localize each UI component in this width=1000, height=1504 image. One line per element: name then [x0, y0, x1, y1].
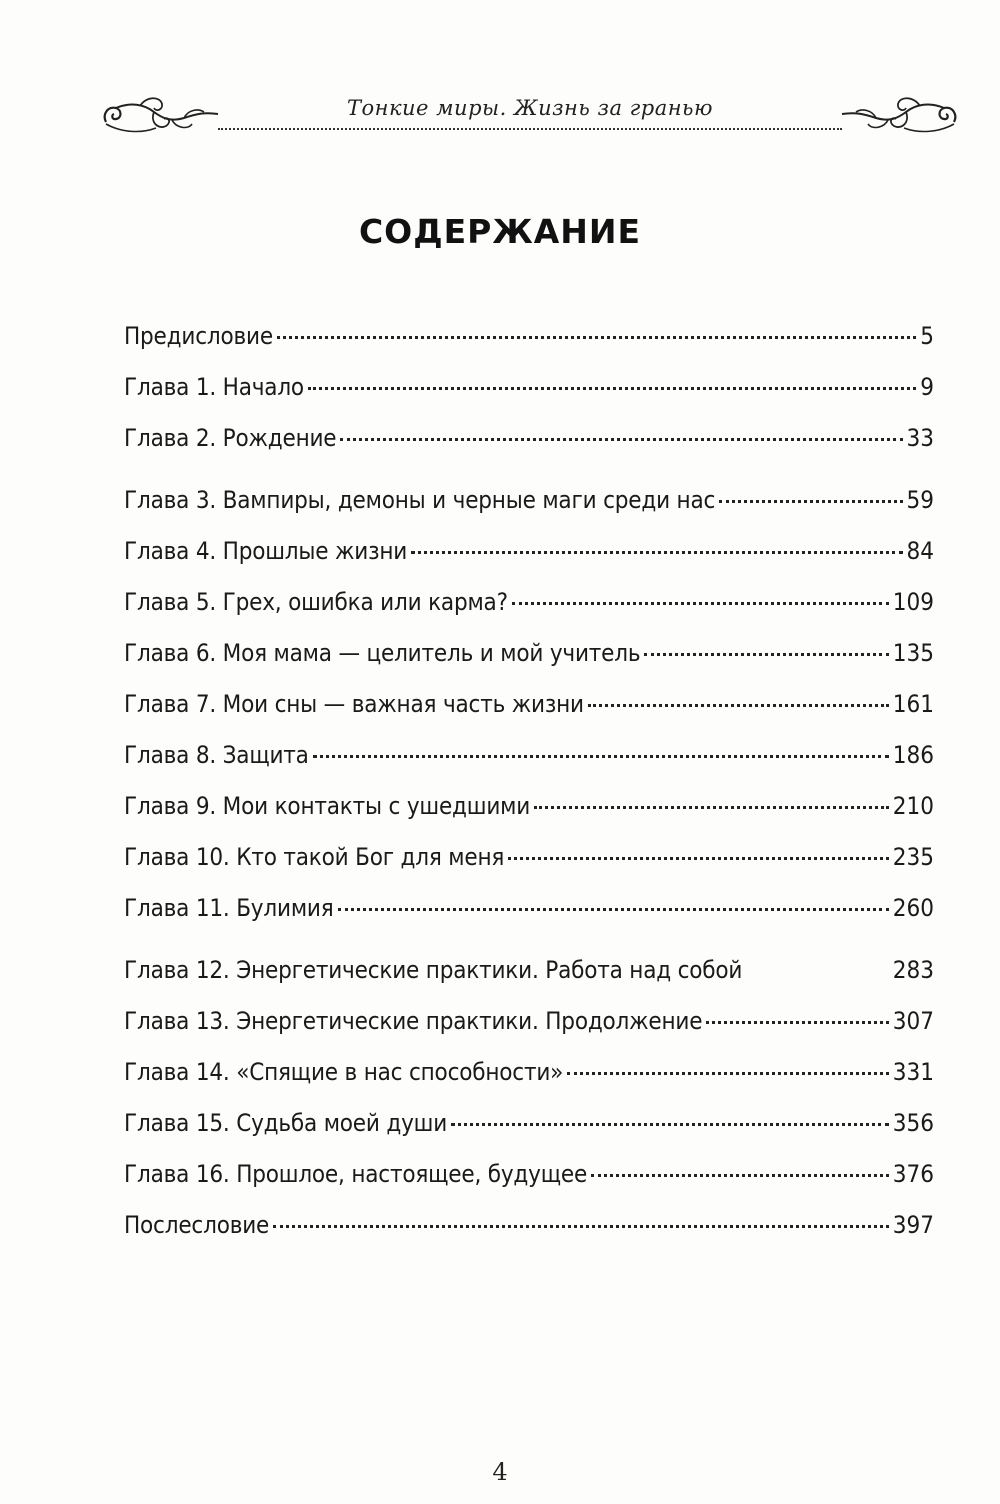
toc-entry-page: 283	[892, 956, 934, 984]
toc-entry[interactable]	[124, 843, 934, 894]
toc-entry[interactable]	[124, 322, 934, 373]
toc-entry[interactable]	[124, 486, 934, 537]
dot-leader	[567, 1072, 889, 1075]
toc-entry-page: 59	[906, 486, 934, 514]
toc-entry[interactable]	[124, 1160, 934, 1211]
toc-entry-label: Глава 1. Начало	[124, 373, 304, 401]
toc-entry[interactable]	[124, 537, 934, 588]
running-header-title: Тонкие миры. Жизнь за гранью	[347, 96, 713, 120]
toc-entry-page: 33	[906, 424, 934, 452]
dot-leader	[534, 806, 889, 809]
toc-entry-page: 84	[906, 537, 934, 565]
toc-entry[interactable]	[124, 1058, 934, 1109]
dot-leader	[273, 1225, 889, 1228]
toc-entry-page: 235	[892, 843, 934, 871]
toc-entry-page: 161	[892, 690, 934, 718]
toc-entry[interactable]	[124, 588, 934, 639]
dot-leader	[508, 857, 889, 860]
toc-entry[interactable]	[124, 1007, 934, 1058]
toc-entry-page: 135	[892, 639, 934, 667]
dot-leader	[706, 1021, 888, 1024]
running-header	[100, 88, 960, 148]
toc-entry-page: 331	[892, 1058, 934, 1086]
dot-leader	[644, 653, 888, 656]
toc-entry-page: 186	[892, 741, 934, 769]
toc-entry[interactable]	[124, 792, 934, 843]
toc-entry-page: 307	[892, 1007, 934, 1035]
toc-entry-label: Глава 10. Кто такой Бог для меня	[124, 843, 505, 871]
toc-entry-label: Глава 9. Мои контакты с ушедшими	[124, 792, 531, 820]
toc-entry[interactable]	[124, 894, 934, 956]
toc-entry-label: Глава 15. Судьба моей души	[124, 1109, 448, 1137]
toc-entry[interactable]	[124, 956, 934, 1007]
toc-entry[interactable]	[124, 424, 934, 486]
dot-leader	[308, 387, 916, 390]
toc-entry[interactable]	[124, 741, 934, 792]
flourish-ornament-icon	[840, 92, 960, 138]
toc-entry[interactable]	[124, 690, 934, 741]
toc-entry-label: Глава 6. Моя мама — целитель и мой учитель	[124, 639, 641, 667]
dot-leader	[411, 551, 902, 554]
toc-entry-page: 9	[920, 373, 934, 401]
toc-entry-label: Глава 16. Прошлое, настоящее, будущее	[124, 1160, 588, 1188]
toc-entry-page: 376	[892, 1160, 934, 1188]
toc-entry-label: Глава 7. Мои сны — важная часть жизни	[124, 690, 584, 718]
dot-leader	[591, 1174, 889, 1177]
toc-entry-label: Послесловие	[124, 1211, 270, 1239]
toc-entry-page: 109	[892, 588, 934, 616]
dot-leader	[512, 602, 889, 605]
toc-entry-label: Глава 5. Грех, ошибка или карма?	[124, 588, 508, 616]
toc-entry-page: 356	[892, 1109, 934, 1137]
toc-entry-label: Глава 12. Энергетические практики. Работа над собой	[124, 956, 743, 984]
toc-entry-label: Глава 11. Булимия	[124, 894, 334, 922]
toc-entry[interactable]	[124, 639, 934, 690]
toc-entry-label: Предисловие	[124, 322, 273, 350]
dot-leader	[313, 755, 889, 758]
toc-entry-label: Глава 3. Вампиры, демоны и черные маги среди нас	[124, 486, 716, 514]
toc-entry-page: 397	[892, 1211, 934, 1239]
dot-leader	[338, 908, 889, 911]
dot-leader	[719, 500, 902, 503]
toc-entry-label: Глава 13. Энергетические практики. Продолжение	[124, 1007, 703, 1035]
toc-entry[interactable]	[124, 1109, 934, 1160]
table-of-contents	[124, 322, 934, 1262]
toc-entry-page: 5	[920, 322, 934, 350]
dot-leader	[277, 336, 916, 339]
dot-leader	[588, 704, 889, 707]
header-dotted-rule	[218, 128, 842, 130]
dot-leader	[451, 1123, 889, 1126]
toc-entry[interactable]	[124, 1211, 934, 1262]
toc-entry-label: Глава 2. Рождение	[124, 424, 337, 452]
toc-entry[interactable]	[124, 373, 934, 424]
page-number: 4	[492, 1458, 508, 1486]
toc-entry-label: Глава 8. Защита	[124, 741, 309, 769]
toc-entry-label: Глава 4. Прошлые жизни	[124, 537, 408, 565]
flourish-ornament-icon	[100, 92, 220, 138]
toc-entry-page: 260	[892, 894, 934, 922]
dot-leader	[340, 438, 902, 441]
toc-entry-label: Глава 14. «Спящие в нас способности»	[124, 1058, 564, 1086]
contents-heading: СОДЕРЖАНИЕ	[358, 212, 642, 251]
toc-entry-page: 210	[892, 792, 934, 820]
